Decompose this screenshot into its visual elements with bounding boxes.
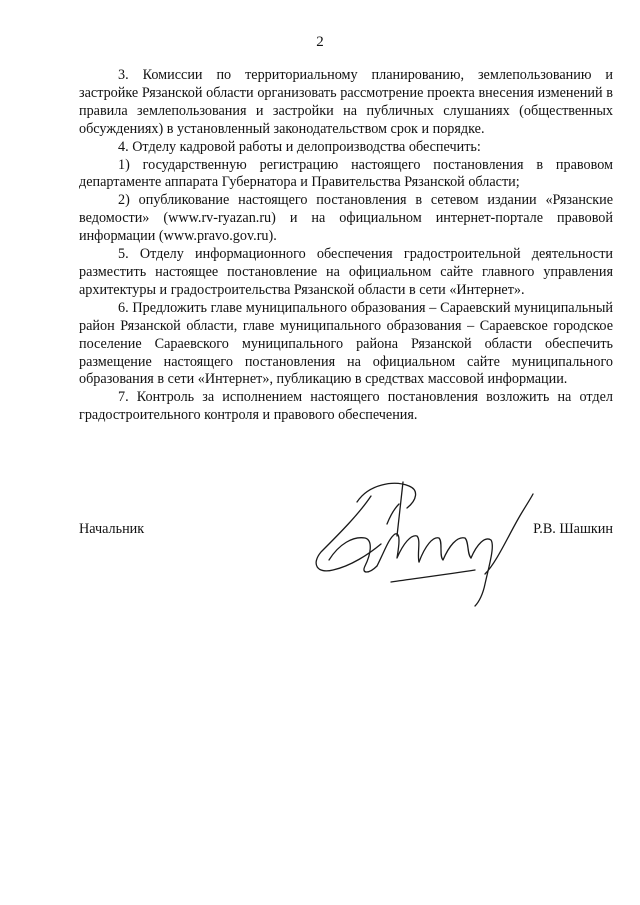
paragraph-7: 7. Контроль за исполнением настоящего постановления возложить на отдел градостроительного контроля и правового обеспечения. — [79, 389, 613, 424]
page-number: 2 — [316, 34, 324, 50]
signer-name: Р.В. Шашкин — [533, 521, 613, 537]
paragraph-6: 6. Предложить главе муниципального образования – Сараевский муниципальный район Рязанской области, главе муниципального образования – Сараевское городское поселение Сараевского муниципального района Рязанской области обеспечить размещение настоящего постановления на официальном сайте муниципального образования в сети «Интернет», публикацию в средствах массовой информации. — [79, 299, 613, 388]
paragraph-4: 4. Отделу кадровой работы и делопроизводства обеспечить: — [118, 138, 481, 155]
paragraph-3: 3. Комиссии по территориальному планированию, землепользованию и застройке Рязанской области организовать рассмотрение проекта внесения изменений в правила землепользования и застройки на публичных слушаниях (общественных обсуждениях) в установленный законодательством срок и порядке. — [79, 67, 613, 137]
paragraph-4-1: 1) государственную регистрацию настоящего постановления в правовом департаменте аппарата Губернатора и Правительства Рязанской области; — [79, 156, 613, 191]
document-body — [79, 67, 613, 425]
signature-block — [79, 514, 613, 634]
paragraph-5: 5. Отделу информационного обеспечения градостроительной деятельности разместить настоящее постановление на официальном сайте главного управления архитектуры и градостроительства Рязанской области в сети «Интернет». — [79, 246, 613, 298]
handwritten-signature — [299, 474, 539, 614]
signer-position: Начальник — [79, 521, 145, 537]
paragraph-4-2: 2) опубликование настоящего постановления в сетевом издании «Рязанские ведомости» (www.rv-ryazan.ru) и на официальном интернет-портале правовой информации (www.pravo.gov.ru). — [79, 192, 613, 245]
